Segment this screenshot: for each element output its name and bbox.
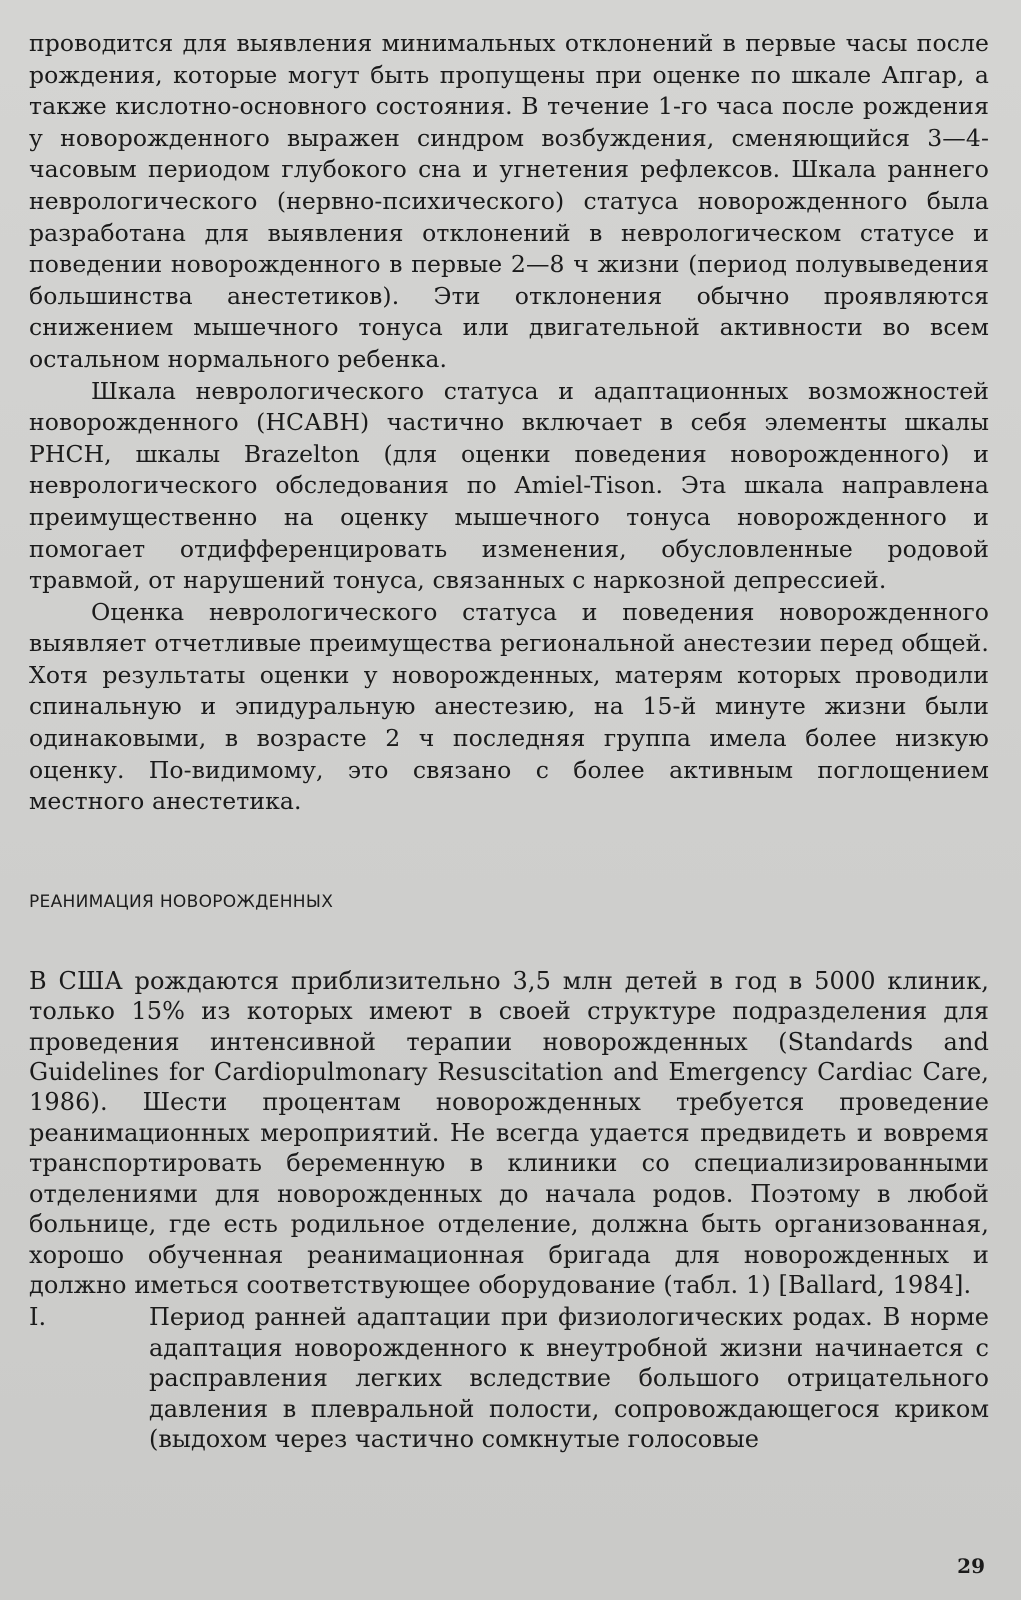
numbered-list-item [29,1302,989,1454]
list-item-number: I. [29,1303,47,1332]
section-heading: РЕАНИМАЦИЯ НОВОРОЖДЕННЫХ [29,891,334,912]
body-paragraph-1: проводится для выявления минимальных отклонений в первые часы после рождения, которые могут быть пропущены при оценке по шкале Апгар, а также кислотно-основного состояния. В течение 1-го часа после рождения у новорожденного выражен синдром возбуждения, сменяющийся 3—4-часовым периодом глубокого сна и угнетения рефлексов. Шкала раннего неврологического (нервно-психического) статуса новорожденного была разработана для выявления отклонений в неврологическом статусе и поведении новорожденного в первые 2—8 ч жизни (период полувыведения большинства анестетиков). Эти отклонения обычно проявляются снижением мышечного тонуса или двигательной активности во всем остальном нормального ребенка. [29,29,989,373]
list-item-text: Период ранней адаптации при физиологических родах. В норме адаптация новорожденного к внеутробной жизни начинается с расправления легких вследствие большого отрицательного давления в плевральной полости, сопровождающегося криком (выдохом через частично сомкнутые голосовые [149,1303,989,1453]
page-number: 29 [957,1554,985,1578]
body-paragraph-3: Оценка неврологического статуса и поведения новорожденного выявляет отчетливые преимущества региональной анестезии перед общей. Хотя результаты оценки у новорожденных, матерям которых проводили спинальную и эпидуральную анестезию, на 15-й минуте жизни были одинаковыми, в возрасте 2 ч последняя группа имела более низкую оценку. По-видимому, это связано с более активным поглощением местного анестетика. [29,597,989,816]
section-paragraph: В США рождаются приблизительно 3,5 млн детей в год в 5000 клиник, только 15% из которых имеют в своей структуре подразделения для проведения интенсивной терапии новорожденных (Standards and Guidelines for Cardiopulmonary Resuscitation and Emergency Cardiac Care, 1986). Шести процентам новорожденных требуется проведение реанимационных мероприятий. Не всегда удается предвидеть и вовремя транспортировать беременную в клиники со специализированными отделениями для новорожденных до начала родов. Поэтому в любой больнице, где есть родильное отделение, должна быть организованная, хорошо обученная реанимационная бригада для новорожденных и должно иметься соответствующее оборудование (табл. 1) [Ballard, 1984]. [29,966,989,1299]
body-paragraph-2: Шкала неврологического статуса и адаптационных возможностей новорожденного (НСАВН) частично включает в себя элементы шкалы РНСН, шкалы Brazelton (для оценки поведения новорожденного) и неврологического обследования по Amiel-Tison. Эта шкала направлена преимущественно на оценку мышечного тонуса новорожденного и помогает отдифференцировать изменения, обусловленные родовой травмой, от нарушений тонуса, связанных с наркозной депрессией. [29,376,989,595]
